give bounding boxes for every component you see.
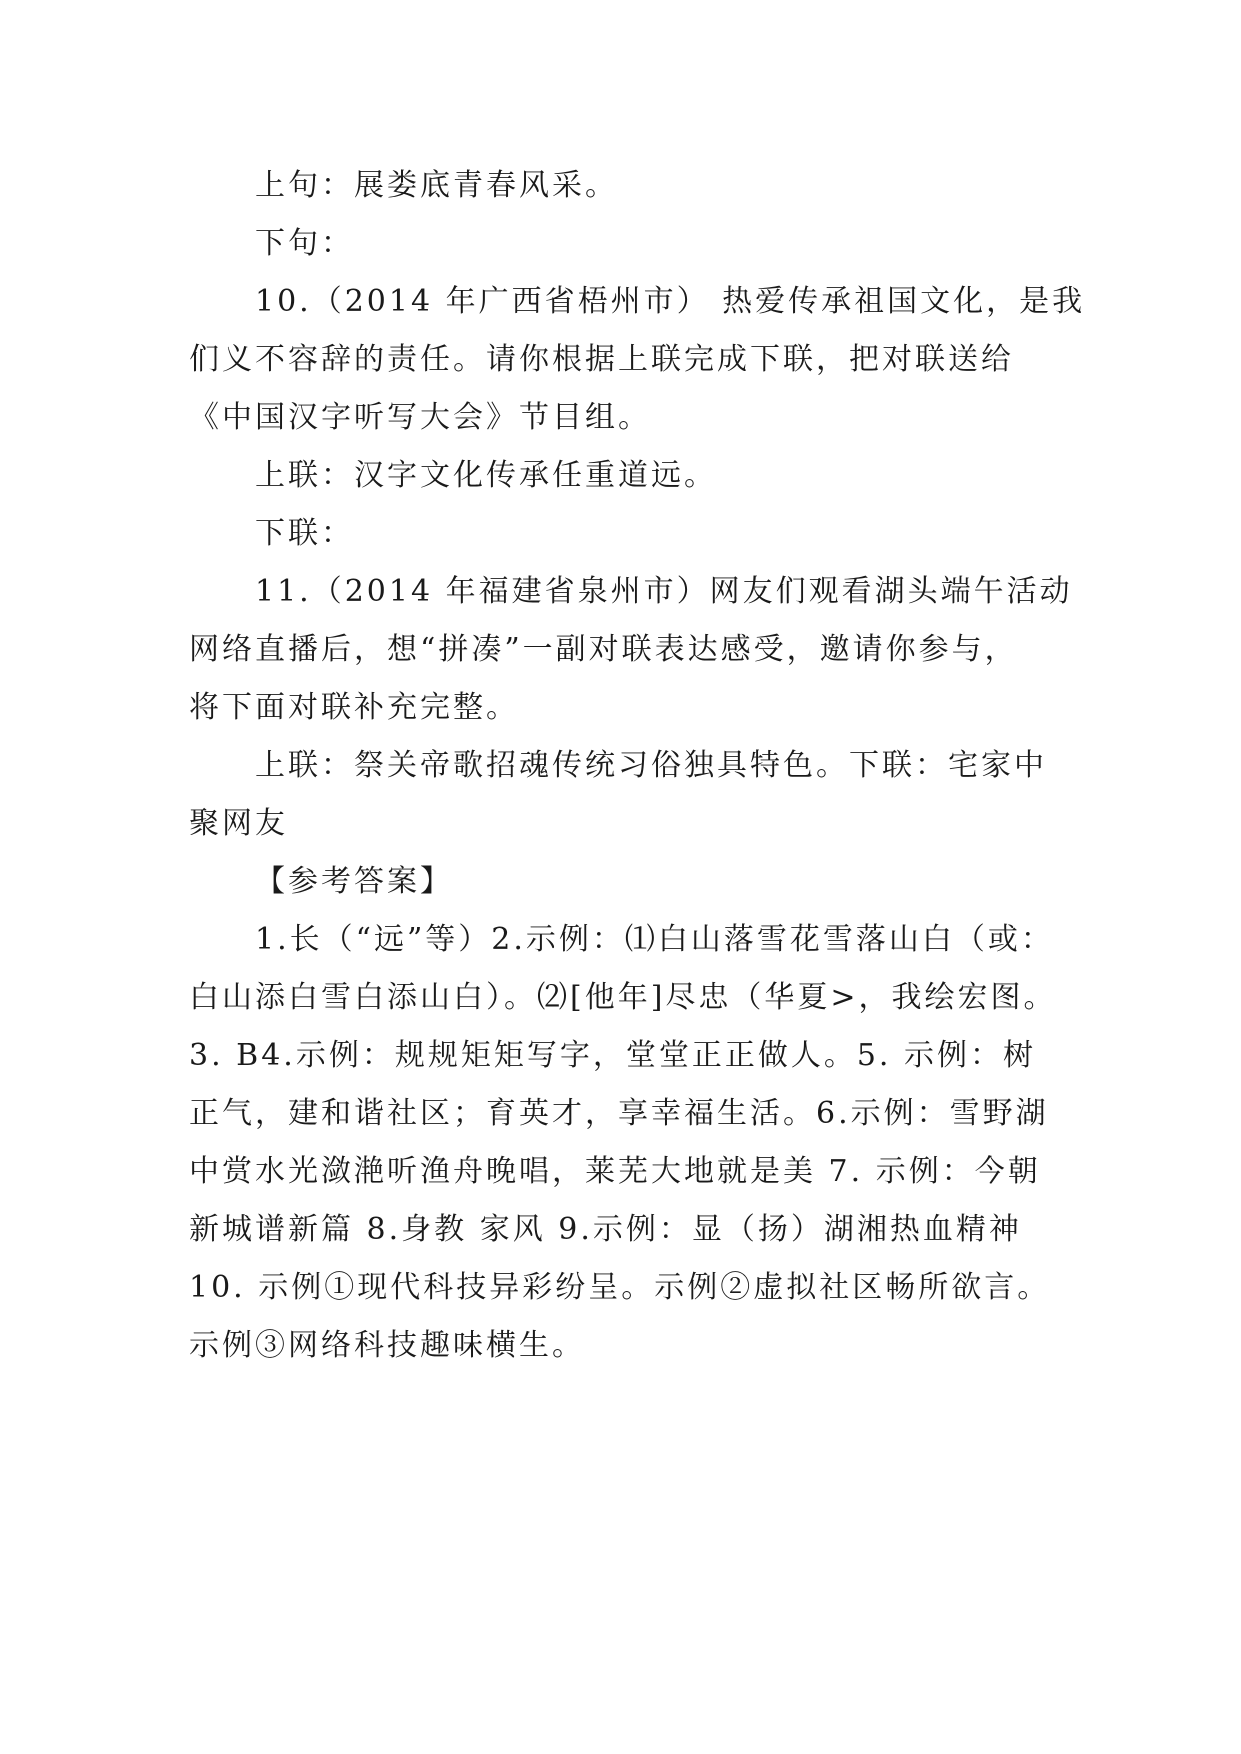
text-line: 将下面对联补充完整。 [189,690,519,725]
document-page [189,157,1086,1375]
answer-line: 正气，建和谐社区；育英才，享幸福生活。6.示例：雪野湖 [189,1096,1049,1131]
text-line: 上句：展娄底青春风采。 [255,168,618,203]
text-line: 《中国汉字听写大会》节目组。 [189,400,651,435]
question-10-line: 10.（2014 年广西省梧州市） 热爱传承祖国文化，是我 [255,284,1086,319]
question-11-line: 11.（2014 年福建省泉州市）网友们观看湖头端午活动 [255,574,1073,609]
text-line: 下句： [255,226,354,261]
answer-heading: 【参考答案】 [255,864,453,899]
text-line: 们义不容辞的责任。请你根据上联完成下联，把对联送给 [189,342,1014,377]
answer-line: 中赏水光潋滟听渔舟晚唱，莱芜大地就是美 7. 示例：今朝 [189,1154,1041,1189]
text-line: 上联：汉字文化传承任重道远。 [255,458,717,493]
text-line: 网络直播后，想“拼凑”一副对联表达感受，邀请你参与， [189,632,1018,667]
text-line: 聚网友 [189,806,288,841]
answer-line: 示例③网络科技趣味横生。 [189,1328,585,1363]
answer-line: 3. B4.示例：规规矩矩写字，堂堂正正做人。5. 示例：树 [189,1038,1036,1073]
answer-line: 10. 示例①现代科技异彩纷呈。示例②虚拟社区畅所欲言。 [189,1270,1051,1305]
answer-line: 白山添白雪白添山白）。⑵[他年]尽忠（华夏>，我绘宏图。 [189,980,1057,1015]
answer-line: 新城谱新篇 8.身教 家风 9.示例：显（扬）湖湘热血精神 [189,1212,1022,1247]
text-line: 下联： [255,516,354,551]
answer-line: 1.长（“远”等）2.示例：⑴白山落雪花雪落山白（或： [255,922,1054,957]
text-line: 上联：祭关帝歌招魂传统习俗独具特色。下联：宅家中 [255,748,1047,783]
